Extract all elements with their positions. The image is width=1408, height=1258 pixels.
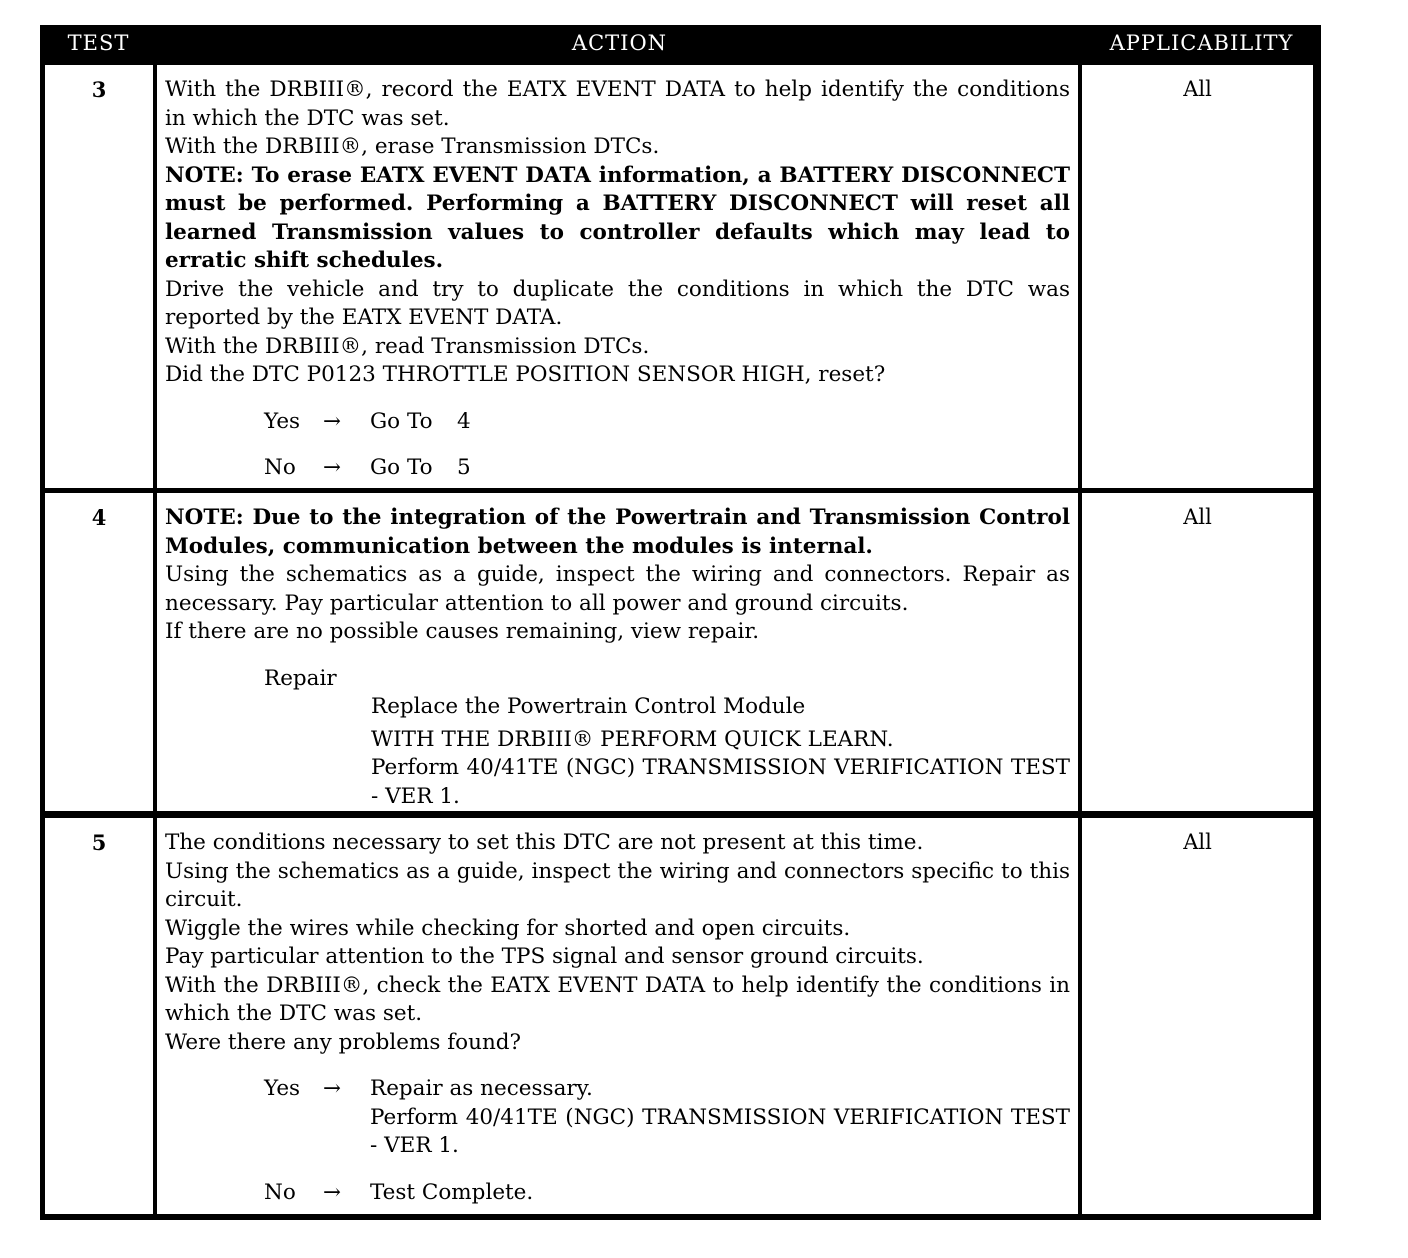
yes-branch bbox=[165, 408, 1070, 437]
action-cell bbox=[157, 493, 1078, 811]
action-line: With the DRBIII®, read Transmission DTCs. bbox=[165, 333, 650, 359]
yes-branch bbox=[165, 1075, 1070, 1104]
action-line: The conditions necessary to set this DTC are not present at this time. bbox=[165, 830, 924, 855]
action-line: If there are no possible causes remaining, view repair. bbox=[165, 619, 760, 644]
goto-text: Go To bbox=[370, 408, 433, 434]
no-label: No bbox=[264, 455, 296, 480]
repair-steps bbox=[371, 693, 1070, 811]
repair-label: Repair bbox=[264, 665, 337, 691]
test-number: 3 bbox=[45, 65, 153, 488]
header-test: TEST bbox=[67, 31, 130, 55]
applicability-cell: All bbox=[1082, 493, 1313, 811]
diagnostic-table bbox=[40, 25, 1321, 1220]
yes-text: Repair as necessary. bbox=[370, 1076, 593, 1101]
no-label: No bbox=[264, 1179, 296, 1205]
arrow-right-icon: → bbox=[323, 408, 342, 434]
action-line: With the DRBIII®, erase Transmission DTCs. bbox=[165, 134, 660, 159]
goto-text: Go To bbox=[370, 455, 433, 480]
arrow-right-icon: → bbox=[323, 455, 342, 480]
action-line: Were there any problems found? bbox=[165, 1029, 522, 1055]
note-text: NOTE: To erase EATX EVENT DATA information, a BATTERY DISCONNECT must be performed. Performing a BATTERY DISCONNECT will reset all learned Transmission values to controller defaults which may lead to erratic shift schedules. bbox=[165, 162, 1070, 273]
goto-target: 4 bbox=[457, 408, 471, 434]
test-number: 4 bbox=[45, 493, 153, 811]
repair-line: Perform 40/41TE (NGC) TRANSMISSION VERIFICATION TEST - VER 1. bbox=[371, 755, 1070, 809]
action-line: With the DRBIII®, check the EATX EVENT DATA to help identify the conditions in which the DTC was set. bbox=[165, 972, 1070, 1026]
action-line: Using the schematics as a guide, inspect the wiring and connectors specific to this circuit. bbox=[165, 858, 1070, 912]
header-applicability: APPLICABILITY bbox=[1109, 31, 1294, 55]
repair-line: WITH THE DRBIII® PERFORM QUICK LEARN. bbox=[371, 726, 894, 752]
action-line: Using the schematics as a guide, inspect the wiring and connectors. Repair as necessary. Pay particular attention to all power and ground circuits. bbox=[165, 562, 1070, 616]
yes-text: Perform 40/41TE (NGC) TRANSMISSION VERIFICATION TEST - VER 1. bbox=[370, 1104, 1070, 1158]
action-line: Pay particular attention to the TPS signal and sensor ground circuits. bbox=[165, 944, 924, 969]
action-line: With the DRBIII®, record the EATX EVENT DATA to help identify the conditions in which the DTC was set. bbox=[165, 77, 1070, 131]
yes-label: Yes bbox=[264, 1076, 301, 1101]
test-number: 5 bbox=[45, 818, 153, 1214]
repair-branch bbox=[165, 665, 1070, 694]
action-line: Did the DTC P0123 THROTTLE POSITION SENSOR HIGH, reset? bbox=[165, 362, 886, 387]
note-text: NOTE: Due to the integration of the Powertrain and Transmission Control Modules, communication between the modules is internal. bbox=[165, 505, 1070, 559]
action-line: Wiggle the wires while checking for shorted and open circuits. bbox=[165, 915, 851, 941]
goto-target: 5 bbox=[457, 455, 471, 480]
applicability-cell: All bbox=[1082, 65, 1313, 488]
no-text: Test Complete. bbox=[370, 1179, 534, 1205]
action-line: Drive the vehicle and try to duplicate the conditions in which the DTC was reported by the EATX EVENT DATA. bbox=[165, 276, 1070, 330]
applicability-cell: All bbox=[1082, 818, 1313, 1214]
action-cell bbox=[157, 65, 1078, 488]
no-branch bbox=[165, 1179, 1070, 1208]
arrow-right-icon: → bbox=[323, 1179, 342, 1205]
yes-followup bbox=[370, 1104, 1070, 1161]
arrow-right-icon: → bbox=[323, 1076, 342, 1101]
yes-label: Yes bbox=[264, 408, 301, 434]
no-branch bbox=[165, 454, 1070, 483]
header-action: ACTION bbox=[571, 31, 668, 55]
repair-line: Replace the Powertrain Control Module bbox=[371, 694, 806, 719]
table-header bbox=[40, 25, 1321, 61]
action-cell bbox=[157, 818, 1078, 1214]
